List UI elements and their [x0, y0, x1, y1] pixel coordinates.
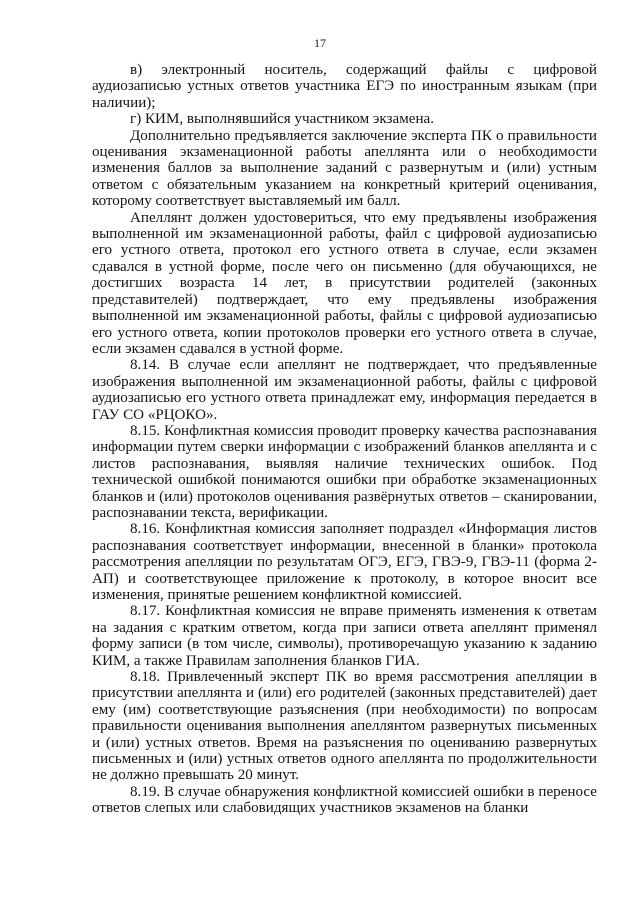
paragraph-8-19: 8.19. В случае обнаружения конфликтной комиссией ошибки в переносе ответов слепых или слабовидящих участников экзаменов на бланки — [92, 783, 597, 817]
paragraph-item-v: в) электронный носитель, содержащий файлы с цифровой аудиозаписью устных ответов участника ЕГЭ по иностранным языкам (при наличии); — [92, 62, 597, 111]
paragraph-8-18: 8.18. Привлеченный эксперт ПК во время рассмотрения апелляции в присутствии апеллянта и (или) его родителей (законных представителей) дает ему (им) соответствующие разъяснения (при необходимости) по вопросам правильности оценивания выполнения апеллянтом развернутых письменных и (или) устных ответов. Время на разъяснения по оцениванию развернутых письменных и (или) устных ответов одного апеллянта по продолжительности не должно превышать 20 минут. — [92, 669, 597, 784]
paragraph-appellant-verification: Апеллянт должен удостовериться, что ему предъявлены изображения выполненной им экзаменационной работы, файл с цифровой аудиозаписью его устного ответа, протокол его устного ответа в случае, если экзамен сдавался в устной форме, после чего он письменно (для обучающихся, не достигших возраста 14 лет, в присутствии родителей (законных представителей) подтверждает, что ему предъявлены изображения выполненной им экзаменационной работы, файлы с цифровой аудиозаписью его устного ответа, копии протоколов проверки его устного ответа в случае, если экзамен сдавался в устной форме. — [92, 209, 597, 357]
paragraph-8-14: 8.14. В случае если апеллянт не подтверждает, что предъявленные изображения выполненной им экзаменационной работы, файлы с цифровой аудиозаписью его устного ответа принадлежат ему, информация передается в ГАУ СО «РЦОКО». — [92, 357, 597, 423]
paragraph-item-g: г) КИМ, выполнявшийся участником экзамена. — [130, 111, 435, 128]
paragraph-expert-conclusion: Дополнительно предъявляется заключение эксперта ПК о правильности оценивания экзаменационной работы апеллянта или о необходимости изменения баллов за выполнение заданий с развернутым и (или) устным ответом с обязательным указанием на конкретный критерий оценивания, которому соответствует выставляемый им балл. — [92, 127, 597, 210]
paragraph-8-16: 8.16. Конфликтная комиссия заполняет подраздел «Информация листов распознавания соответствует информации, внесенной в бланки» протокола рассмотрения апелляции по результатам ОГЭ, ЕГЭ, ГВЭ-9, ГВЭ-11 (форма 2-АП) и соответствующее приложение к протоколу, в которое вносит все изменения, принятые решением конфликтной комиссией. — [92, 521, 597, 603]
paragraph-8-15: 8.15. Конфликтная комиссия проводит проверку качества распознавания информации путем сверки информации с изображений бланков апеллянта и с листов распознавания, выявляя наличие технических ошибок. Под технической ошибкой понимаются ошибки при обработке экзаменационных бланков и (или) протоколов оценивания развёрнутых ответов – сканировании, распознавании текста, верификации. — [92, 422, 597, 521]
page-number: 17 — [314, 36, 326, 50]
paragraph-8-17: 8.17. Конфликтная комиссия не вправе применять изменения к ответам на задания с кратким ответом, когда при записи ответа апеллянт применял форму записи (в том числе, символы), противоречащую указанию к заданию КИМ, а также Правилам заполнения бланков ГИА. — [92, 603, 597, 669]
document-body — [92, 62, 597, 817]
